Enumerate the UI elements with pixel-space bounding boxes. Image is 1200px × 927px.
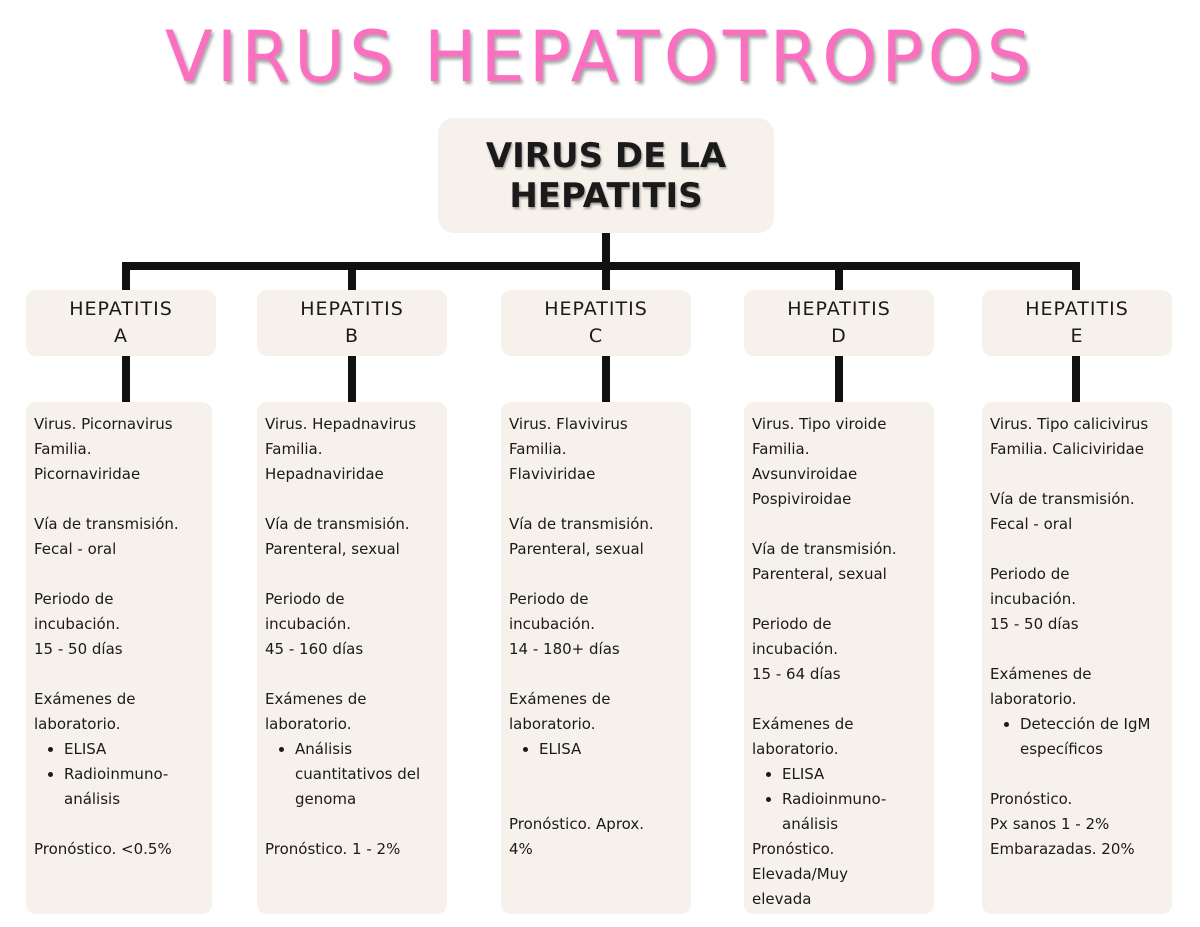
hepatitis-e-node bbox=[982, 290, 1172, 356]
hepatitis-c-node bbox=[501, 290, 691, 356]
labs-list bbox=[265, 737, 439, 812]
labs-list bbox=[509, 737, 683, 762]
labs-heading: Exámenes de laboratorio. bbox=[752, 715, 854, 758]
virus-family-text: Virus. Flavivirus Familia. Flaviviridae bbox=[509, 415, 628, 483]
labs-list-item: • ELISA bbox=[64, 737, 204, 762]
hepatitis-e-details bbox=[982, 402, 1172, 914]
incubation-text: Periodo de incubación. 15 - 50 días bbox=[34, 590, 123, 658]
transmission-text: Vía de transmisión. Parenteral, sexual bbox=[265, 515, 410, 558]
incubation-text: Periodo de incubación. 15 - 50 días bbox=[990, 565, 1079, 633]
virus-family-text: Virus. Tipo viroide Familia. Avsunviroidae Pospiviroidae bbox=[752, 415, 887, 508]
hepatitis-c-details bbox=[501, 402, 691, 914]
incubation-text: Periodo de incubación. 15 - 64 días bbox=[752, 615, 841, 683]
labs-heading: Exámenes de laboratorio. bbox=[34, 690, 136, 733]
connector-b-bottom bbox=[348, 356, 356, 402]
prognosis-text: Pronóstico. 1 - 2% bbox=[265, 840, 401, 858]
labs-heading: Exámenes de laboratorio. bbox=[990, 665, 1092, 708]
labs-list-item: • Radioinmuno- análisis bbox=[64, 762, 204, 812]
hepatitis-e-label: HEPATITIS E bbox=[1025, 298, 1129, 347]
prognosis-text: Pronóstico. Px sanos 1 - 2% Embarazadas. 20% bbox=[990, 790, 1135, 858]
prognosis-text: Pronóstico. Aprox. 4% bbox=[509, 815, 645, 858]
hepatitis-d-details bbox=[744, 402, 934, 914]
virus-family-text: Virus. Hepadnavirus Familia. Hepadnaviridae bbox=[265, 415, 417, 483]
page-title: VIRUS HEPATOTROPOS bbox=[164, 16, 1036, 98]
transmission-text: Vía de transmisión. Fecal - oral bbox=[34, 515, 179, 558]
hepatitis-c-label: HEPATITIS C bbox=[544, 298, 648, 347]
hepatitis-d-node bbox=[744, 290, 934, 356]
labs-list bbox=[752, 762, 926, 837]
connector-c-top bbox=[602, 262, 610, 292]
connector-e-bottom bbox=[1072, 356, 1080, 402]
labs-list bbox=[990, 712, 1164, 762]
connector-b-top bbox=[348, 262, 356, 292]
connector-e-top bbox=[1072, 262, 1080, 292]
labs-list-item: • ELISA bbox=[782, 762, 926, 787]
transmission-text: Vía de transmisión. Parenteral, sexual bbox=[752, 540, 897, 583]
hepatitis-b-label: HEPATITIS B bbox=[300, 298, 404, 347]
virus-family-text: Virus. Tipo calicivirus Familia. Caliciviridae bbox=[990, 415, 1149, 458]
horizontal-connector bbox=[122, 262, 1080, 270]
transmission-text: Vía de transmisión. Fecal - oral bbox=[990, 490, 1135, 533]
connector-c-bottom bbox=[602, 356, 610, 402]
hepatitis-b-details bbox=[257, 402, 447, 914]
connector-a-top bbox=[122, 262, 130, 292]
labs-list-item: • Radioinmuno- análisis bbox=[782, 787, 926, 837]
labs-list bbox=[34, 737, 204, 812]
hepatitis-a-details bbox=[26, 402, 212, 914]
connector-a-bottom bbox=[122, 356, 130, 402]
virus-family-text: Virus. Picornavirus Familia. Picornaviridae bbox=[34, 415, 173, 483]
labs-list-item: • ELISA bbox=[539, 737, 683, 762]
hepatitis-a-node bbox=[26, 290, 216, 356]
labs-list-item: • Detección de IgM específicos bbox=[1020, 712, 1164, 762]
root-node bbox=[438, 118, 774, 233]
hepatitis-a-label: HEPATITIS A bbox=[69, 298, 173, 347]
prognosis-text: Pronóstico. Elevada/Muy elevada bbox=[752, 840, 849, 908]
incubation-text: Periodo de incubación. 45 - 160 días bbox=[265, 590, 364, 658]
prognosis-text: Pronóstico. <0.5% bbox=[34, 840, 172, 858]
labs-list-item: • Análisis cuantitativos del genoma bbox=[295, 737, 439, 812]
hepatitis-b-node bbox=[257, 290, 447, 356]
hepatitis-d-label: HEPATITIS D bbox=[787, 298, 891, 347]
root-node-label: VIRUS DE LA HEPATITIS bbox=[485, 135, 727, 216]
connector-d-bottom bbox=[835, 356, 843, 402]
labs-heading: Exámenes de laboratorio. bbox=[509, 690, 611, 733]
incubation-text: Periodo de incubación. 14 - 180+ días bbox=[509, 590, 620, 658]
labs-heading: Exámenes de laboratorio. bbox=[265, 690, 367, 733]
connector-d-top bbox=[835, 262, 843, 292]
transmission-text: Vía de transmisión. Parenteral, sexual bbox=[509, 515, 654, 558]
